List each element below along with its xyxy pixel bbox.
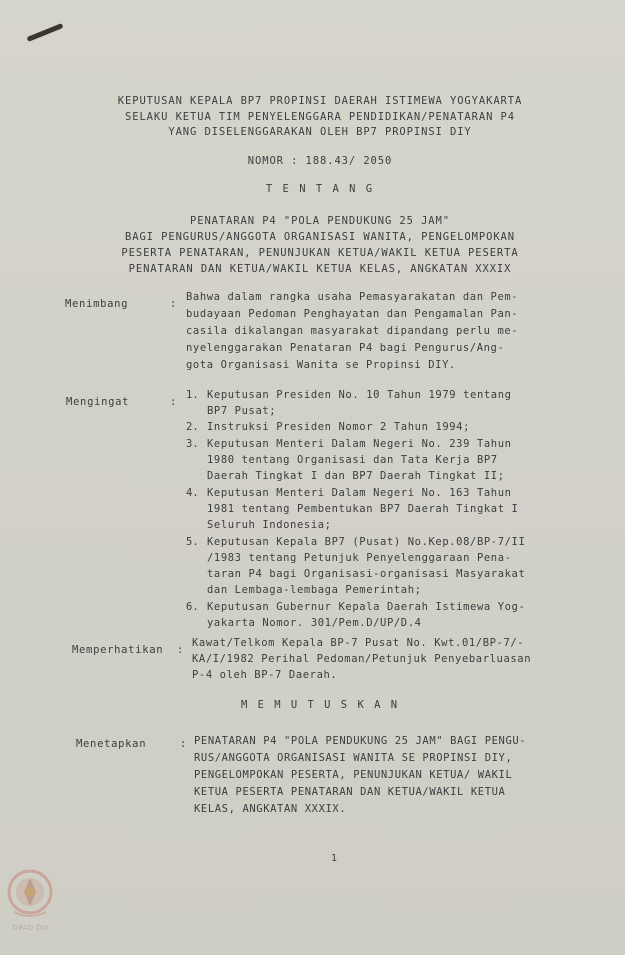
mengingat-item-line: Keputusan Menteri Dalam Negeri No. 239 Tahun xyxy=(207,438,512,450)
mengingat-item-line: Seluruh Indonesia; xyxy=(207,519,332,531)
mengingat-item-line: Keputusan Kepala BP7 (Pusat) No.Kep.08/BP-7/II xyxy=(207,536,526,548)
memperhatikan-line: P-4 oleh BP-7 Daerah. xyxy=(192,669,338,681)
subject-line-2: BAGI PENGURUS/ANGGOTA ORGANISASI WANITA, PENGELOMPOKAN xyxy=(125,231,515,243)
pen-mark xyxy=(26,23,63,42)
mengingat-item-line: 1981 tentang Pembentukan BP7 Daerah Tingkat I xyxy=(207,503,519,515)
menimbang-label: Menimbang xyxy=(65,298,129,310)
archive-seal-icon xyxy=(6,868,54,922)
menimbang-colon: : xyxy=(170,298,177,310)
menimbang-line: gota Organisasi Wanita se Propinsi DIY. xyxy=(186,359,456,371)
mengingat-item-line: Instruksi Presiden Nomor 2 Tahun 1994; xyxy=(207,421,471,433)
menetapkan-line: KELAS, ANGKATAN XXXIX. xyxy=(194,803,347,815)
menimbang-line: casila dikalangan masyarakat dipandang perlu me- xyxy=(186,325,519,337)
header-line-1: KEPUTUSAN KEPALA BP7 PROPINSI DAERAH ISTIMEWA YOGYAKARTA xyxy=(117,95,523,107)
mengingat-item-line: Daerah Tingkat I dan BP7 Daerah Tingkat II; xyxy=(207,470,505,482)
menetapkan-line: PENATARAN P4 "POLA PENDUKUNG 25 JAM" BAGI PENGU- xyxy=(194,735,527,747)
memperhatikan-line: KA/I/1982 Perihal Pedoman/Petunjuk Penyebarluasan xyxy=(192,653,532,665)
subject-line-3: PESERTA PENATARAN, PENUNJUKAN KETUA/WAKIL KETUA PESERTA xyxy=(121,247,519,259)
menimbang-line: budayaan Pedoman Penghayatan dan Pengamalan Pan- xyxy=(186,308,519,320)
mengingat-colon: : xyxy=(170,396,177,408)
mengingat-item-number: 3. xyxy=(186,438,199,450)
menimbang-line: nyelenggarakan Penataran P4 bagi Pengurus/Ang- xyxy=(186,342,505,354)
menetapkan-colon: : xyxy=(180,738,187,750)
header-line-3: YANG DISELENGGARAKAN OLEH BP7 PROPINSI DIY xyxy=(168,126,472,138)
mengingat-item-line: taran P4 bagi Organisasi-organisasi Masyarakat xyxy=(207,568,526,580)
mengingat-item-line: Keputusan Menteri Dalam Negeri No. 163 Tahun xyxy=(207,487,512,499)
mengingat-item-number: 5. xyxy=(186,536,199,548)
memperhatikan-label: Memperhatikan xyxy=(72,644,164,656)
mengingat-item-number: 1. xyxy=(186,389,199,401)
decree-number: NOMOR : 188.43/ 2050 xyxy=(247,155,393,167)
menimbang-line: Bahwa dalam rangka usaha Pemasyarakatan dan Pem- xyxy=(186,291,519,303)
mengingat-item-line: yakarta Nomor. 301/Pem.D/UP/D.4 xyxy=(207,617,422,629)
mengingat-item-line: BP7 Pusat; xyxy=(207,405,277,417)
memperhatikan-line: Kawat/Telkom Kepala BP-7 Pusat No. Kwt.01/BP-7/- xyxy=(192,637,525,649)
menetapkan-label: Menetapkan xyxy=(76,738,147,750)
tentang-heading: T E N T A N G xyxy=(265,183,375,195)
mengingat-item-line: dan Lembaga-lembaga Pemerintah; xyxy=(207,584,422,596)
watermark-text: DPAD DIY xyxy=(12,924,50,932)
mengingat-item-line: /1983 tentang Petunjuk Penyelenggaraan Pena- xyxy=(207,552,512,564)
memutuskan-heading: M E M U T U S K A N xyxy=(240,699,400,711)
header-line-2: SELAKU KETUA TIM PENYELENGGARA PENDIDIKAN/PENATARAN P4 xyxy=(125,111,515,123)
mengingat-item-number: 4. xyxy=(186,487,199,499)
menetapkan-line: KETUA PESERTA PENATARAN DAN KETUA/WAKIL KETUA xyxy=(194,786,506,798)
mengingat-item-line: 1980 tentang Organisasi dan Tata Kerja BP7 xyxy=(207,454,498,466)
menetapkan-line: PENGELOMPOKAN PESERTA, PENUNJUKAN KETUA/ WAKIL xyxy=(194,769,513,781)
subject-line-1: PENATARAN P4 "POLA PENDUKUNG 25 JAM" xyxy=(190,215,450,227)
mengingat-label: Mengingat xyxy=(66,396,130,408)
mengingat-item-number: 2. xyxy=(186,421,199,433)
menetapkan-line: RUS/ANGGOTA ORGANISASI WANITA SE PROPINSI DIY, xyxy=(194,752,513,764)
memperhatikan-colon: : xyxy=(177,644,184,656)
page-number: 1 xyxy=(331,853,338,864)
mengingat-item-line: Keputusan Gubernur Kepala Daerah Istimewa Yog- xyxy=(207,601,526,613)
subject-line-4: PENATARAN DAN KETUA/WAKIL KETUA KELAS, ANGKATAN XXXIX xyxy=(128,263,512,275)
mengingat-item-line: Keputusan Presiden No. 10 Tahun 1979 tentang xyxy=(207,389,512,401)
mengingat-item-number: 6. xyxy=(186,601,199,613)
